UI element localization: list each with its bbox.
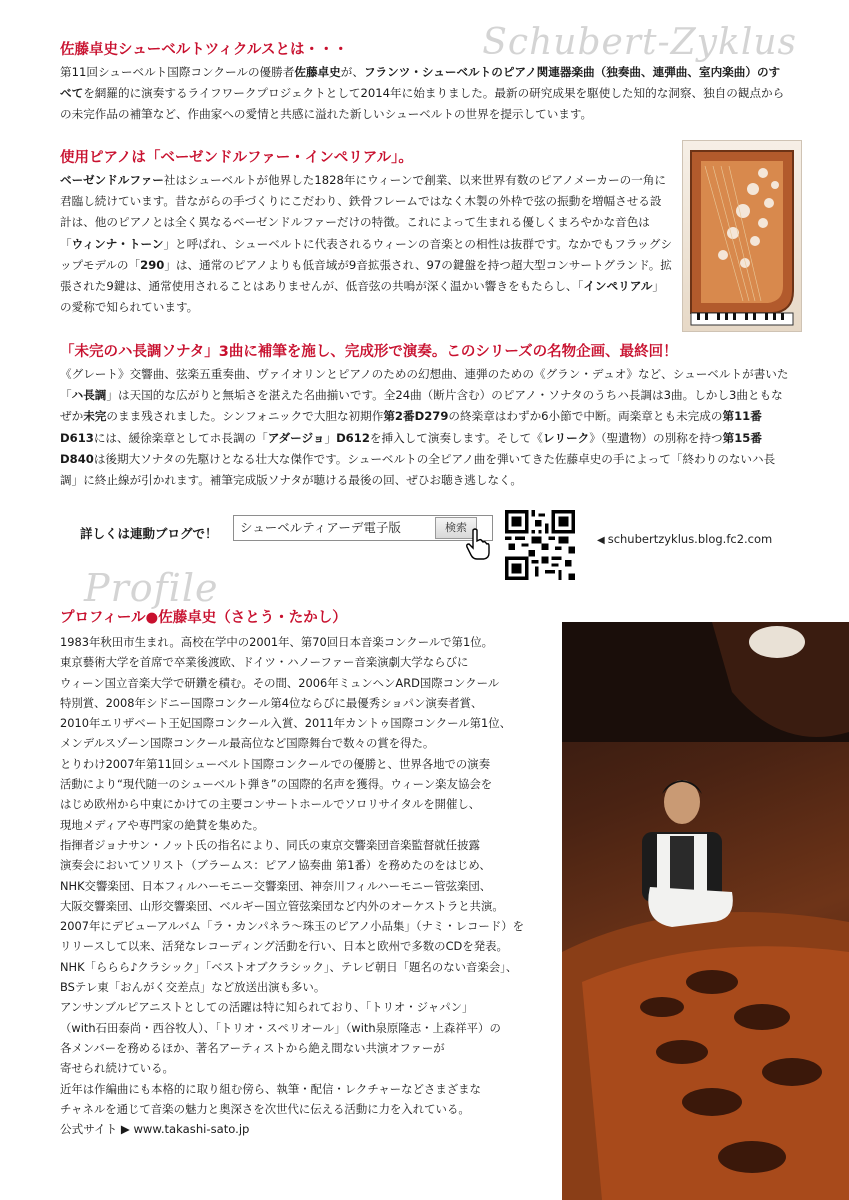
hand-cursor-icon bbox=[465, 528, 491, 560]
profile-heading: プロフィール●佐藤卓史（さとう・たかし） bbox=[60, 610, 347, 626]
blog-search-label: 詳しくは連動ブログで！ bbox=[80, 526, 218, 541]
profile-section bbox=[60, 608, 552, 1139]
search-button[interactable]: 検索 bbox=[435, 517, 477, 539]
blog-link[interactable]: ◀ schubertzyklus.blog.fc2.com bbox=[597, 532, 773, 546]
piano-heading: 使用ピアノは「ベーゼンドルファー・インペリアル」。 bbox=[60, 150, 413, 166]
qr-code-icon[interactable] bbox=[505, 510, 575, 580]
arrow-left-icon: ◀ bbox=[597, 535, 605, 546]
profile-text: 1983年秋田市生まれ。高校在学中の2001年、第70回日本音楽コンクールで第1位。 東京藝術大学を首席で卒業後渡欧、ドイツ・ハノーファー音楽演劇大学ならびに ウィーン国立音楽大学で研鑽を積む。その間、2006年ミュンヘンARD国際コンクール 特別賞、2008年シドニー国際コンクール第4位ならびに最優秀ショパン演奏者賞、 2010年エリザベート王妃国際コンクール入賞、2011年カントゥ国際コンクール第1位、 メンデルスゾーン国際コンクール最高位など国際舞台で数々の賞を得た。 とりわけ2007年第11回シューベルト国際コンクールでの優勝と、世界各地での演奏 活動により“現代随一のシューベルト弾き”の国際的名声を獲得。ウィーン楽友協会を はじめ欧州から中東にかけての主要コンサートホールでソロリサイタルを開催し、 現地メディアや専門家の絶賛を集めた。 指揮者ジョナサン・ノット氏の指名により、同氏の東京交響楽団音楽監督就任披露 演奏会においてソリスト（ブラームス：ピアノ協奏曲 第1番）を務めたのをはじめ、 NHK交響楽団、日本フィルハーモニー交響楽団、神奈川フィルハーモニー管弦楽団、 大阪交響楽団、山形交響楽団、ベルギー国立管弦楽団など内外のオーケストラと共演。 2007年にデビューアルバム「ラ・カンパネラ～珠玉のピアノ小品集」（ナミ・レコード）を リリースして以来、活発なレコーディング活動を行い、日本と欧州で多数のCDを発表。 NHK「ららら♪クラシック」「ベストオブクラシック」、テレビ朝日「題名のない音楽会」、 BSテレ東「おんがく交差点」など放送出演も多い。 アンサンブルピアニストとしての活躍は特に知られており、「トリオ・ジャパン」 （with石田泰尚・西谷牧人）、「トリオ・スペリオール」（with泉原隆志・上森祥平）の 各メンバーを務めるほか、著名アーティストから絶え間ない共演オファーが 寄せられ続けている。 近年は作編曲にも本格的に取り組む傍ら、執筆・配信・レクチャーなどさまざまな チャネルを通じて音楽の魅力と奥深さを次世代に伝える活動に力を入れている。 公式サイト ▶ www.takashi-sato.jp bbox=[60, 632, 552, 1139]
pianist-photo bbox=[562, 622, 849, 1200]
intro-heading: 佐藤卓史シューベルトツィクルスとは・・・ bbox=[60, 42, 348, 58]
official-site-link[interactable]: 公式サイト ▶ www.takashi-sato.jp bbox=[60, 1122, 250, 1137]
piano-paragraph: ベーゼンドルファー社はシューベルトが他界した1828年にウィーンで創業、以来世界有数のピアノメーカーの一角に君臨し続けています。昔ながらの手づくりにこだわり、鉄骨フレームではなく木製の外枠で弦の振動を増幅させる設計は、他のピアノとは全く異なるベーゼンドルファーだけの特徴。これによって生まれる優しくまろやかな音色は「ウィンナ・トーン」と呼ばれ、シューベルトに代表されるウィーンの音楽との相性は抜群です。なかでもフラッグシップモデルの「290」は、通常のピアノよりも低音域が9音拡張され、97の鍵盤を持つ超大型コンサートグランド。拡張された9鍵は、通常使用されることはありませんが、低音弦の共鳴が深く温かい響きをもたらし、「インペリアル」の愛称で知られています。 bbox=[60, 173, 672, 315]
sonata-section bbox=[60, 342, 790, 491]
piano-section bbox=[60, 148, 672, 318]
schubert-zyklus-watermark: Schubert-Zyklus bbox=[482, 22, 797, 63]
search-input[interactable]: シューベルティアーデ電子版 bbox=[233, 515, 493, 541]
blog-search-row bbox=[80, 510, 780, 588]
profile-watermark: Profile bbox=[84, 566, 219, 610]
sonata-paragraph: 《グレート》交響曲、弦楽五重奏曲、ヴァイオリンとピアノのための幻想曲、連弾のための《グラン・デュオ》など、シューベルトが書いた「ハ長調」は天国的な広がりと無垢さを湛えた名曲揃いです。全24曲（断片含む）のピアノ・ソナタのうちハ長調は3曲。しかし3曲ともなぜか未完のまま残されました。シンフォニックで大胆な初期作第2番D279の終楽章はわずか6小節で中断。両楽章とも未完成の第11番D613には、緩徐楽章としてホ長調の「アダージョ」D612を挿入して演奏します。そして《レリーク》（聖遺物）の別称を持つ第15番D840は後期大ソナタの先駆けとなる壮大な傑作です。シューベルトの全ピアノ曲を弾いてきた佐藤卓史の手によって「終わりのないハ長調」に終止線が引かれます。補筆完成版ソナタが聴ける最後の回、ぜひお聴き逃しなく。 bbox=[60, 367, 789, 488]
bosendorfer-piano-photo bbox=[682, 140, 802, 332]
intro-section bbox=[60, 40, 790, 126]
intro-paragraph: 第11回シューベルト国際コンクールの優勝者佐藤卓史が、フランツ・シューベルトのピアノ関連器楽曲（独奏曲、連弾曲、室内楽曲）のすべてを網羅的に演奏するライフワークプロジェクトとして2014年に始まりました。最新の研究成果を駆使した知的な洞察、独自の観点からの未完作品の補筆など、作曲家への愛情と共感に溢れた新しいシューベルトの世界を提示しています。 bbox=[60, 65, 785, 122]
sonata-heading: 「未完のハ長調ソナタ」3曲に補筆を施し、完成形で演奏。このシリーズの名物企画、最終回！ bbox=[60, 344, 678, 360]
